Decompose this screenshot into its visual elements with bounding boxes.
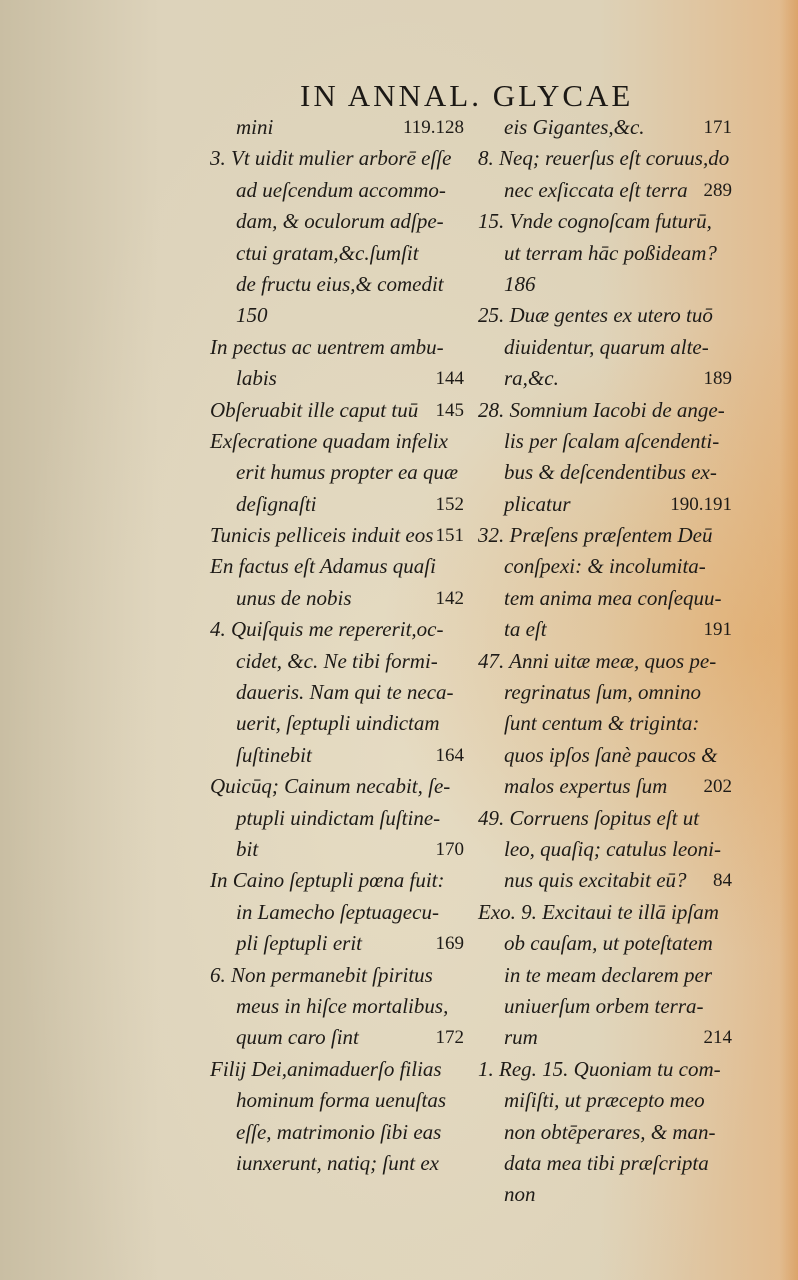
page-reference: 170 [435,838,464,860]
index-entry-line [478,363,740,394]
index-entry-line [478,269,740,300]
page-reference: 152 [435,493,464,515]
index-entry-line [210,520,472,551]
entry-text: Exo. 9. Excitaui te illā ipſam [478,899,719,924]
entry-text: Obſeruabit ille caput tuū [210,397,419,422]
entry-text: ſuſtinebit [236,742,312,767]
index-entry-line [478,803,740,834]
index-entry-line [478,1054,740,1085]
right-index-column [478,112,740,1211]
index-entry-line [478,1179,740,1210]
page-reference: 190.191 [670,493,732,515]
entry-text: 4. Quiſquis me repererit,oc- [210,617,444,642]
entry-text: regrinatus ſum, omnino [504,680,701,705]
entry-text: 8. Neq; reuerſus eſt coruus,do [478,146,730,171]
entry-text: quos ipſos ſanè paucos & [504,742,718,767]
entry-text: de fructu eius,& comedit [236,271,444,296]
index-entry-line [478,614,740,645]
running-header: IN ANNAL. GLYCAE [300,78,634,113]
entry-text: conſpexi: & incolumita- [504,554,706,579]
index-entry-line [478,300,740,331]
entry-text: uerit, ſeptupli uindictam [236,711,440,736]
entry-text: cidet, &c. Ne tibi formi- [236,648,438,673]
page-reference: 202 [703,776,732,798]
page-reference: 214 [703,1027,732,1049]
page-reference: 164 [435,744,464,766]
index-entry-line [210,991,472,1022]
entry-text: ut terram hāc poßideam? [504,240,717,265]
index-entry-line [210,269,472,300]
index-entry-line [210,708,472,739]
entry-text: 28. Somnium Iacobi de ange- [478,397,725,422]
entry-text: diuidentur, quarum alte- [504,334,709,359]
entry-text: Quicūq; Cainum necabit, ſe- [210,774,451,799]
index-entry-line [210,1148,472,1179]
entry-text: mini [236,115,274,139]
entry-text: unus de nobis [236,585,352,610]
index-entry-line [210,112,472,143]
entry-text: leo, quaſiq; catulus leoni- [504,836,721,861]
entry-text: 6. Non permanebit ſpiritus [210,962,433,987]
page-reference: 145 [435,399,464,421]
index-entry-line [478,551,740,582]
index-entry-line [478,865,740,896]
page-reference: 169 [435,933,464,955]
index-entry-line [210,457,472,488]
index-entry-line [210,865,472,896]
index-entry-line [478,1117,740,1148]
index-entry-line [210,646,472,677]
entry-text: data mea tibi præſcripta [504,1150,709,1175]
entry-text: In Caino ſeptupli pœna fuit: [210,868,445,893]
index-entry-line [210,363,472,394]
index-entry-line [478,771,740,802]
index-entry-line [478,740,740,771]
entry-text: dam, & oculorum adſpe- [236,209,444,234]
entry-text: erit humus propter ea quæ [236,460,459,485]
page-reference: 189 [703,368,732,390]
entry-text: ptupli uindictam ſuſtine- [236,805,441,830]
page-reference: 142 [435,587,464,609]
entry-text: 150 [236,303,268,328]
index-entry-line [210,897,472,928]
index-entry-line [478,1022,740,1053]
entry-text: quum caro ſint [236,1025,359,1050]
index-entry-line [478,897,740,928]
entry-text: 49. Corruens ſopitus eſt ut [478,805,700,830]
index-entry-line [478,646,740,677]
entry-text: 32. Præſens præſentem Deū [478,523,713,548]
entry-text: meus in hiſce mortalibus, [236,993,449,1018]
index-entry-line [210,583,472,614]
page-reference: 191 [703,619,732,641]
page-reference: 171 [703,117,732,138]
entry-text: pli ſeptupli erit [236,931,362,956]
index-entry-line [210,206,472,237]
entry-text: En factus eſt Adamus quaſi [210,554,436,579]
index-entry-line [210,960,472,991]
entry-text: in te meam declarem per [504,962,712,987]
entry-text: ob cauſam, ut poteſtatem [504,931,713,956]
index-entry-line [210,803,472,834]
index-entry-line [210,143,472,174]
entry-text: Tunicis pelliceis induit eos [210,523,434,548]
index-entry-line [210,426,472,457]
entry-text: non obtēperares, & man- [504,1119,716,1144]
entry-text: In pectus ac uentrem ambu- [210,334,444,359]
index-entry-line [478,426,740,457]
page-reference: 151 [435,525,464,547]
entry-text: 3. Vt uidit mulier arborē eſſe [210,146,452,171]
entry-text: ta eſt [504,617,547,642]
entry-text: hominum forma uenuſtas [236,1088,446,1113]
index-entry-line [478,520,740,551]
index-entry-line [210,614,472,645]
entry-text: 1. Reg. 15. Quoniam tu com- [478,1056,721,1081]
index-entry-line [210,1117,472,1148]
entry-text: ra,&c. [504,366,559,391]
index-entry-line [210,1054,472,1085]
page-reference: 172 [435,1027,464,1049]
entry-text: eſſe, matrimonio ſibi eas [236,1119,442,1144]
page-reference: 144 [435,368,464,390]
index-entry-line [210,238,472,269]
entry-text: deſignaſti [236,491,317,516]
index-entry-line [478,238,740,269]
index-entry-line [210,771,472,802]
entry-text: uniuerſum orbem terra- [504,993,704,1018]
entry-text: non [504,1182,536,1207]
entry-text: nus quis excitabit eū? [504,868,687,893]
index-entry-line [478,395,740,426]
index-entry-line [210,300,472,331]
page-reference: 84 [713,870,732,892]
entry-text: eis Gigantes,&c. [504,115,645,139]
index-entry-line [478,991,740,1022]
page-edge-stain [780,0,798,1280]
entry-text: tem anima mea conſequu- [504,585,722,610]
index-entry-line [210,175,472,206]
index-entry-line [478,332,740,363]
index-entry-line [478,457,740,488]
index-entry-line [478,175,740,206]
index-entry-line [478,1085,740,1116]
entry-text: daueris. Nam qui te neca- [236,680,454,705]
entry-text: Exſecratione quadam infelix [210,428,448,453]
entry-text: ctui gratam,&c.ſumſit [236,240,419,265]
entry-text: nec exſiccata eſt terra [504,177,688,202]
entry-text: in Lamecho ſeptuagecu- [236,899,439,924]
entry-text: malos expertus ſum [504,774,668,799]
index-entry-line [478,1148,740,1179]
index-entry-line [478,708,740,739]
entry-text: 47. Anni uitæ meæ, quos pe- [478,648,717,673]
index-entry-line [478,834,740,865]
entry-text: ſunt centum & triginta: [504,711,700,736]
index-entry-line [478,489,740,520]
entry-text: ad ueſcendum accommo- [236,177,446,202]
index-entry-line [210,740,472,771]
page-reference: 119.128 [402,117,464,138]
index-entry-line [210,677,472,708]
entry-text: iunxerunt, natiq; ſunt ex [236,1150,439,1175]
entry-text: rum [504,1025,538,1050]
entry-text: 186 [504,271,536,296]
index-entry-line [210,1085,472,1116]
page-reference: 289 [703,179,732,201]
index-entry-line [210,332,472,363]
index-entry-line [478,206,740,237]
index-entry-line [478,960,740,991]
entry-text: plicatur [504,491,571,516]
index-entry-line [478,112,740,143]
entry-text: lis per ſcalam aſcendenti- [504,428,720,453]
entry-text: 15. Vnde cognoſcam futurū, [478,209,712,234]
index-entry-line [210,928,472,959]
left-index-column [210,112,472,1179]
index-entry-line [478,583,740,614]
index-entry-line [478,928,740,959]
entry-text: bus & deſcendentibus ex- [504,460,717,485]
index-entry-line [210,551,472,582]
index-entry-line [210,834,472,865]
entry-text: labis [236,366,277,391]
index-entry-line [478,143,740,174]
entry-text: bit [236,836,259,861]
entry-text: miſiſti, ut præcepto meo [504,1088,705,1113]
index-entry-line [210,395,472,426]
index-entry-line [478,677,740,708]
index-entry-line [210,489,472,520]
entry-text: 25. Duæ gentes ex utero tuō [478,303,713,328]
entry-text: Filij Dei,animaduerſo filias [210,1056,442,1081]
index-entry-line [210,1022,472,1053]
